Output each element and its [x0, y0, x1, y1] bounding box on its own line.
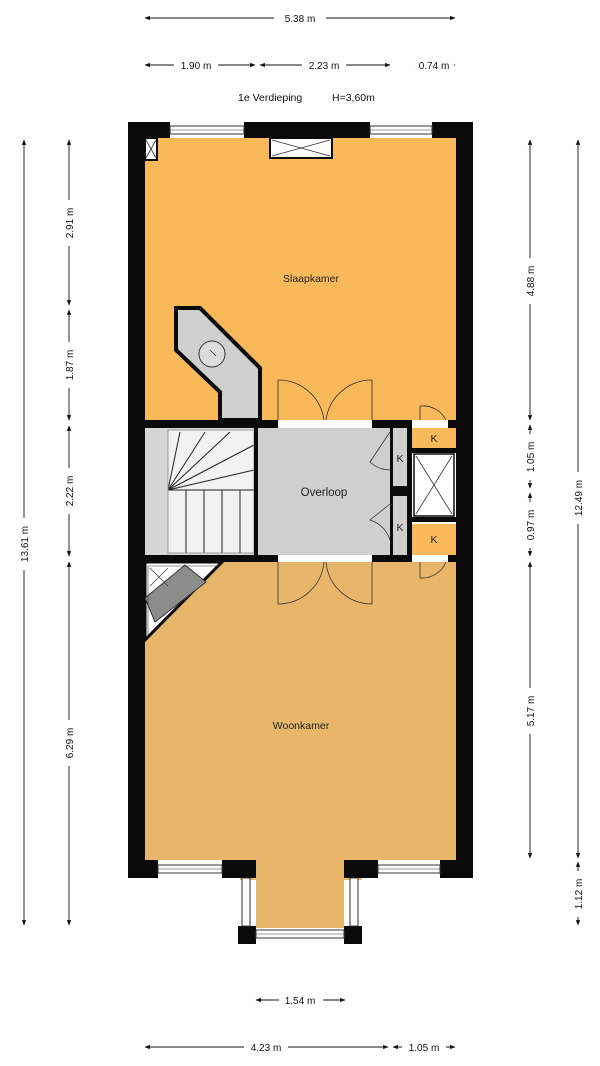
dim-left-c: 2.22 m: [65, 475, 76, 507]
dim-top-a: 1.90 m: [180, 61, 212, 72]
dim-right-a: 4.88 m: [526, 265, 537, 297]
shaft-box: [414, 454, 454, 516]
height-label: H=3,60m: [332, 92, 375, 104]
staircase: [168, 430, 254, 553]
dim-left-total: 13.61 m: [20, 525, 31, 563]
closet-label-1: K: [430, 433, 438, 445]
dim-bottom-a: 4.23 m: [250, 1043, 282, 1054]
dim-right-d: 5.17 m: [526, 695, 537, 727]
dim-right-c: 0.97 m: [526, 509, 537, 541]
dim-bottom-b: 1.05 m: [408, 1043, 440, 1054]
dim-left-a: 2.91 m: [65, 207, 76, 239]
dim-right-total: 12.49 m: [574, 479, 585, 517]
closet-label-3: K: [396, 522, 404, 534]
closet-label-4: K: [430, 534, 438, 546]
dim-top-c: 0.74 m: [418, 61, 450, 72]
dim-right-e: 1.12 m: [574, 878, 585, 910]
room-label-landing: Overloop: [300, 487, 348, 499]
dim-top-b: 2.23 m: [308, 61, 340, 72]
dim-top-total: 5.38 m: [284, 14, 316, 25]
bay-floor: [256, 878, 344, 928]
living-floor: [145, 562, 456, 860]
dim-left-d: 6.29 m: [65, 727, 76, 759]
floor-label: 1e Verdieping: [238, 92, 303, 104]
dim-right-b: 1.05 m: [526, 441, 537, 473]
closet-label-2: K: [396, 453, 404, 465]
dim-left-b: 1.87 m: [65, 349, 76, 381]
dim-bottom-bay: 1.54 m: [284, 996, 316, 1007]
room-label-living: Woonkamer: [272, 720, 330, 732]
room-label-bedroom: Slaapkamer: [282, 273, 340, 285]
